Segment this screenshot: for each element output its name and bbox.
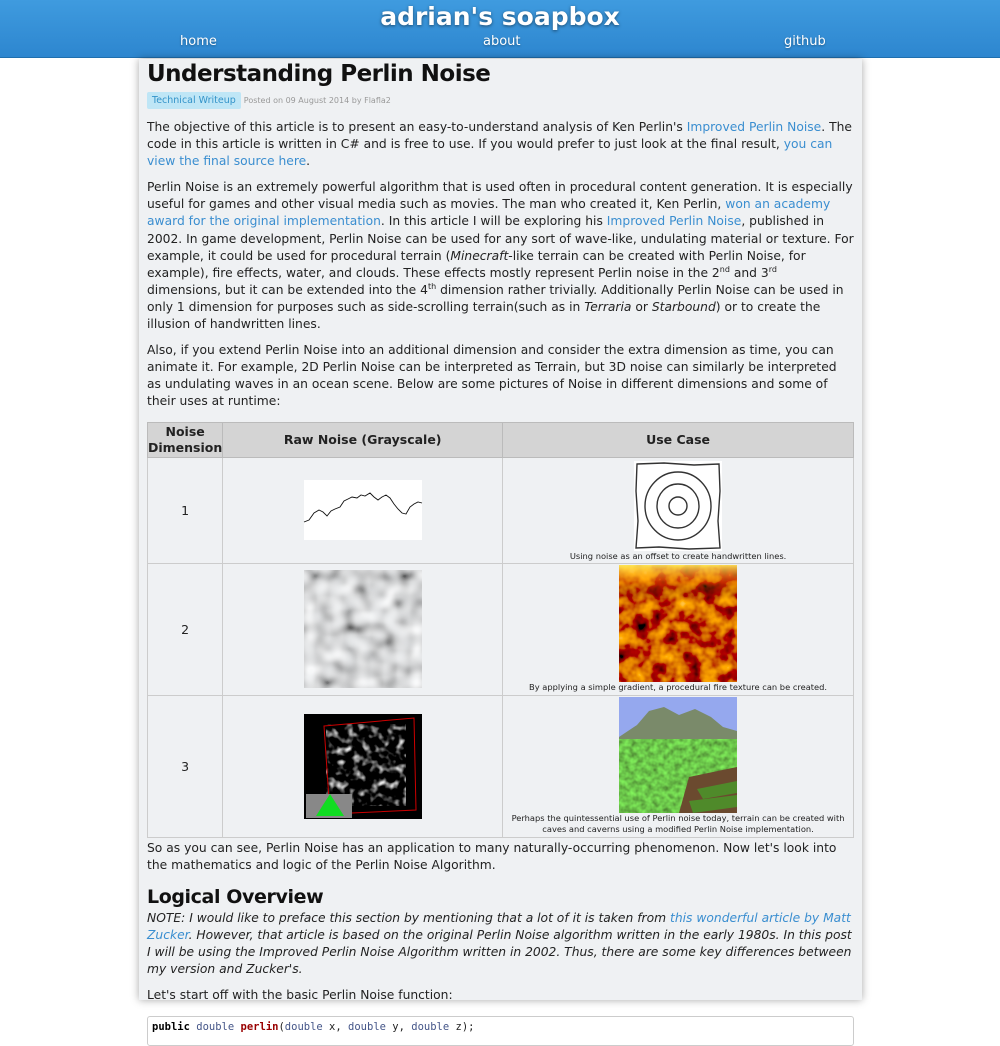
raw-noise-cell	[223, 457, 503, 563]
link-matt-zucker-article[interactable]: this wonderful article by Matt Zucker	[147, 910, 851, 942]
use-case-cell	[503, 457, 854, 563]
link-academy-award[interactable]: won an academy award for the original implementation	[147, 197, 831, 229]
raw-noise-cell	[223, 563, 503, 695]
header-raw-noise: Raw Noise (Grayscale)	[223, 422, 503, 457]
article-container	[139, 59, 862, 1034]
header-noise-dimension: Noise Dimension	[148, 422, 223, 457]
post-info: Posted on 09 August 2014 by Flafla2	[243, 95, 391, 105]
table-header-row	[148, 422, 854, 457]
note-paragraph: NOTE: I would like to preface this section by mentioning that a lot of it is taken from this wonderful article by Matt Zucker. However, that article is based on the original Perlin Noise algorithm written in the early 1980s. In this post I will be using the Improved Perlin Noise Algorithm written in 2002. Thus, there are some key differences between my version and Zucker's.	[147, 910, 852, 976]
use-case-cell	[503, 695, 854, 837]
header-use-case: Use Case	[503, 422, 854, 457]
code-block[interactable]: public double perlin(double x, double y, double z);	[147, 1016, 854, 1046]
noise-3d-image	[304, 714, 422, 819]
dimensions-paragraph: Also, if you extend Perlin Noise into an additional dimension and consider the extra dimension as time, you can animate it. For example, 2D Perlin Noise can be interpreted as Terrain, but 3D noise can similarly be interpreted as undulating waves in an ocean scene. Below are some pictures of Noise in different dimensions and some of their uses at runtime:	[147, 343, 837, 409]
link-final-source[interactable]: you can view the final source here	[147, 137, 833, 169]
use-case-caption: Using noise as an offset to create handwritten lines.	[569, 550, 787, 561]
table-row	[148, 695, 854, 837]
fire-texture-image	[619, 565, 737, 682]
perlin-description-paragraph: Perlin Noise is an extremely powerful algorithm that is used often in procedural content generation. It is especially useful for games and other visual media such as movies. The man who created it, Ken Perlin, won an academy award for the original implementation. In this article I will be exploring his Improved Perlin Noise, published in 2002. In game development, Perlin Noise can be used for any sort of wave-like, undulating material or texture. For example, it could be used for procedural terrain (Minecraft-like terrain can be created with Perlin Noise, for example), fire effects, water, and clouds. These effects mostly represent Perlin noise in the 2nd and 3rd dimensions, but it can be extended into the 4th dimension rather trivially. Additionally Perlin Noise can be used in only 1 dimension for purposes such as side-scrolling terrain(such as in Terraria or Starbound) or to create the illusion of handwritten lines.	[147, 180, 854, 332]
noise-dimension-table	[147, 422, 854, 838]
raw-noise-cell	[223, 695, 503, 837]
dimension-cell: 3	[148, 695, 223, 837]
use-case-cell	[503, 563, 854, 695]
dimension-cell: 1	[148, 457, 223, 563]
link-improved-perlin-noise[interactable]: Improved Perlin Noise	[686, 120, 822, 134]
dimension-cell: 2	[148, 563, 223, 695]
site-header	[0, 0, 1000, 58]
article-title: Understanding Perlin Noise	[147, 61, 491, 87]
nav-about[interactable]: about	[483, 34, 521, 49]
noise-1d-image	[304, 480, 422, 540]
handwritten-circles-image	[634, 461, 722, 551]
use-case-caption: By applying a simple gradient, a procedural fire texture can be created.	[529, 682, 828, 692]
site-title[interactable]: adrian's soapbox	[380, 2, 620, 31]
table-row	[148, 563, 854, 695]
summary-paragraph: So as you can see, Perlin Noise has an application to many naturally-occurring phenomenon. Now let's look into the mathematics and logic of the Perlin Noise Algorithm.	[147, 840, 837, 872]
use-case-caption: Perhaps the quintessential use of Perlin noise today, terrain can be created with caves and caverns using a modified Perlin Noise implementation.	[511, 813, 845, 834]
function-intro-paragraph: Let's start off with the basic Perlin Noise function:	[147, 988, 453, 1003]
nav-home[interactable]: home	[180, 34, 217, 49]
nav-github[interactable]: github	[784, 34, 826, 49]
table-row	[148, 457, 854, 563]
intro-paragraph: The objective of this article is to present an easy-to-understand analysis of Ken Perlin's Improved Perlin Noise. The code in this article is written in C# and is free to use. If you would prefer to just look at the final result, you can view the final source here.	[147, 120, 852, 169]
link-improved-perlin-noise-2[interactable]: Improved Perlin Noise	[606, 214, 742, 229]
noise-2d-image	[304, 570, 422, 688]
article-meta	[147, 90, 854, 110]
section-heading-logical-overview: Logical Overview	[147, 885, 324, 908]
minecraft-terrain-image	[619, 697, 737, 813]
category-tag[interactable]: Technical Writeup	[147, 92, 241, 109]
